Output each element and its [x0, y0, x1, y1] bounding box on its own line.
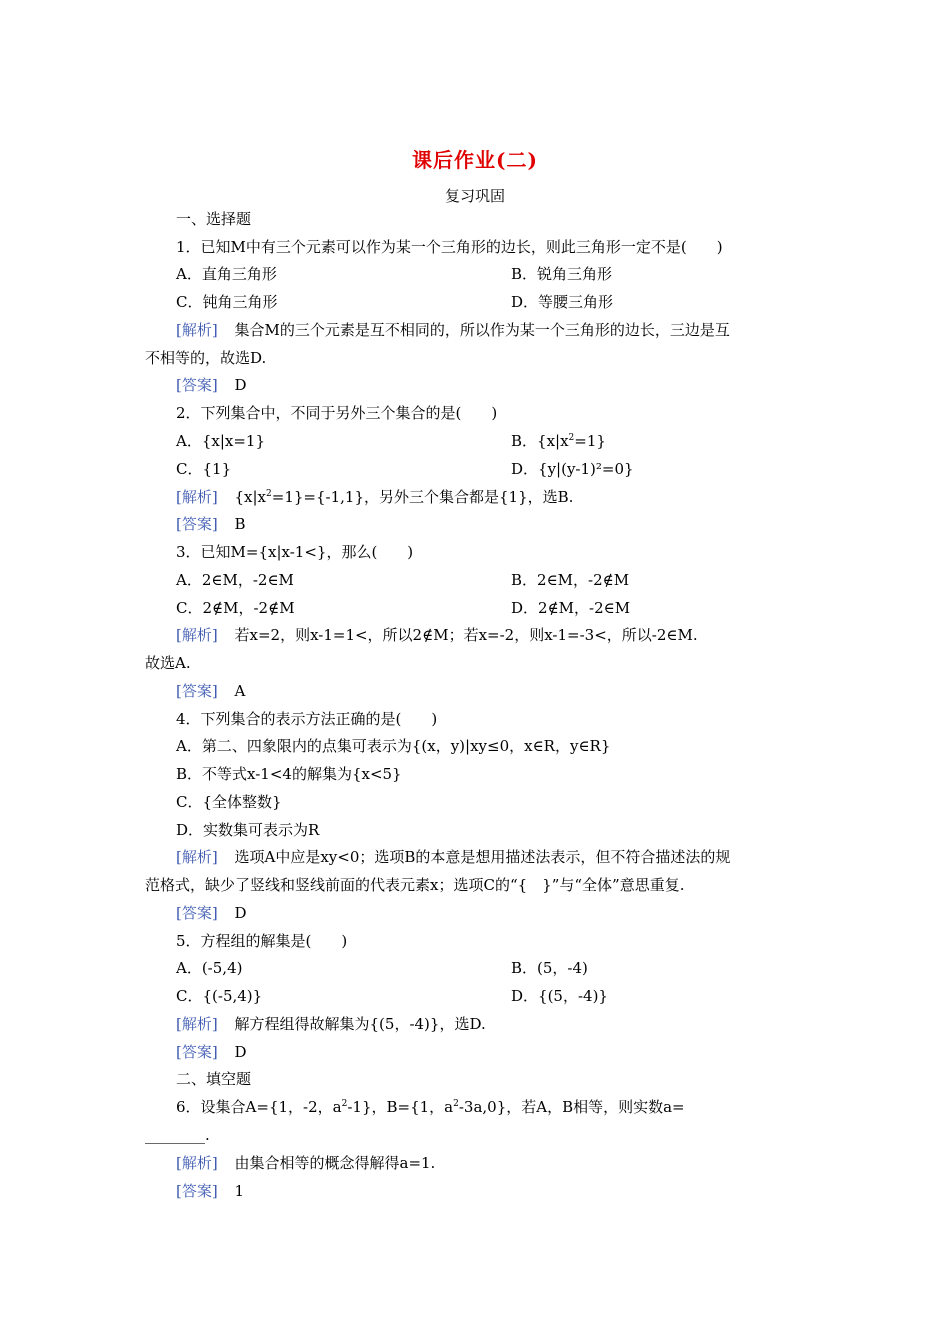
question-5-analysis	[176, 1014, 486, 1034]
question-3-option-d: D．2∉M，-2∈M	[511, 599, 631, 617]
answer-tag: [答案]	[176, 682, 218, 700]
question-3-answer	[176, 681, 245, 701]
answer-tag: [答案]	[176, 515, 218, 533]
analysis-text: 选项A中应是xy<0；选项B的本意是想用描述法表示，但不符合描述法的规	[234, 848, 731, 866]
question-2-stem: 2．下列集合中，不同于另外三个集合的是( )	[176, 404, 498, 422]
analysis-tag: [解析]	[176, 488, 218, 506]
answer-value: D	[234, 904, 247, 922]
question-3-analysis-cont: 故选A.	[145, 654, 191, 672]
question-4-analysis-cont: 范格式，缺少了竖线和竖线前面的代表元素x；选项C的“{ }”与“全体”意思重复.	[145, 876, 685, 894]
page-subtitle: 复习巩固	[444, 187, 505, 205]
answer-tag: [答案]	[176, 1182, 218, 1200]
question-6-stem: 6．设集合A={1，-2，$a^2-1$}，B={1，$a^2-3a,0$}，若A，B相等，则实数a=	[176, 1098, 685, 1116]
question-5-option-b: B．(5，-4)	[511, 959, 588, 977]
question-6-blank: ________.	[145, 1126, 210, 1144]
question-5-option-d: D．{(5，-4)}	[511, 987, 608, 1005]
answer-value: D	[234, 1043, 247, 1061]
page-title: 课后作业(二)	[412, 148, 538, 172]
answer-tag: [答案]	[176, 904, 218, 922]
question-6-answer	[176, 1181, 244, 1201]
question-2-option-b: B．$\{x|x^2=1\}$	[511, 432, 606, 450]
question-6-analysis	[176, 1153, 435, 1173]
analysis-text: 由集合相等的概念得解得a=1.	[234, 1154, 436, 1172]
answer-value: 1	[234, 1182, 245, 1200]
analysis-tag: [解析]	[176, 626, 218, 644]
question-1-analysis	[176, 320, 730, 340]
answer-tag: [答案]	[176, 376, 218, 394]
question-5-answer	[176, 1042, 247, 1062]
question-2-option-d: D．{y|(y-1)²=0}	[511, 460, 634, 478]
question-3-option-c: C．2∉M，-2∉M	[176, 599, 295, 617]
answer-value: D	[234, 376, 247, 394]
answer-value: B	[234, 515, 246, 533]
question-1-stem: 1．已知M中有三个元素可以作为某一个三角形的边长，则此三角形一定不是( )	[176, 238, 723, 256]
analysis-tag: [解析]	[176, 1154, 218, 1172]
analysis-tag: [解析]	[176, 848, 218, 866]
section-heading-choice: 一、选择题	[176, 210, 252, 228]
question-3-option-a: A．2∈M，-2∈M	[176, 571, 294, 589]
question-4-option-b: B．不等式x-1<4的解集为{x<5}	[176, 765, 402, 783]
analysis-text: 解方程组得故解集为{(5，-4)}，选D.	[234, 1015, 486, 1033]
question-1-option-b: B．锐角三角形	[511, 265, 613, 283]
question-1-option-c: C．钝角三角形	[176, 293, 278, 311]
question-1-option-d: D．等腰三角形	[511, 293, 614, 311]
question-4-analysis	[176, 847, 730, 867]
question-2-answer	[176, 514, 246, 534]
question-5-option-a: A．(-5,4)	[176, 959, 243, 977]
question-4-stem: 4．下列集合的表示方法正确的是( )	[176, 710, 438, 728]
analysis-text: 集合M的三个元素是互不相同的，所以作为某一个三角形的边长，三边是互	[234, 321, 730, 339]
analysis-text: 若x=2，则x-1=1<，所以2∉M；若x=-2，则x-1=-3<，所以-2∈M.	[234, 626, 698, 644]
analysis-tag: [解析]	[176, 321, 218, 339]
analysis-tag: [解析]	[176, 1015, 218, 1033]
question-2-analysis	[176, 487, 573, 507]
question-3-option-b: B．2∈M，-2∉M	[511, 571, 630, 589]
question-5-stem: 5．方程组的解集是( )	[176, 932, 348, 950]
question-2-option-a: A．{x|x=1}	[176, 432, 266, 450]
question-1-analysis-cont: 不相等的，故选D.	[145, 349, 267, 367]
question-3-stem: 3．已知M={x|x-1<}，那么( )	[176, 543, 414, 561]
question-3-analysis	[176, 625, 698, 645]
question-1-answer	[176, 375, 247, 395]
question-2-option-c: C．{1}	[176, 460, 232, 478]
question-4-option-d: D．实数集可表示为R	[176, 821, 320, 839]
question-1-option-a: A．直角三角形	[176, 265, 277, 283]
section-heading-fill: 二、填空题	[176, 1070, 252, 1088]
question-4-answer	[176, 903, 247, 923]
question-4-option-c: C．{全体整数}	[176, 793, 282, 811]
question-4-option-a: A．第二、四象限内的点集可表示为{(x，y)|xy≤0，x∈R，y∈R}	[176, 737, 611, 755]
answer-value: A	[234, 682, 246, 700]
answer-tag: [答案]	[176, 1043, 218, 1061]
analysis-text: $\{x|x^2=1\}=\{-1,1\}$，另外三个集合都是{1}，选B.	[234, 488, 574, 506]
question-5-option-c: C．{(-5,4)}	[176, 987, 263, 1005]
